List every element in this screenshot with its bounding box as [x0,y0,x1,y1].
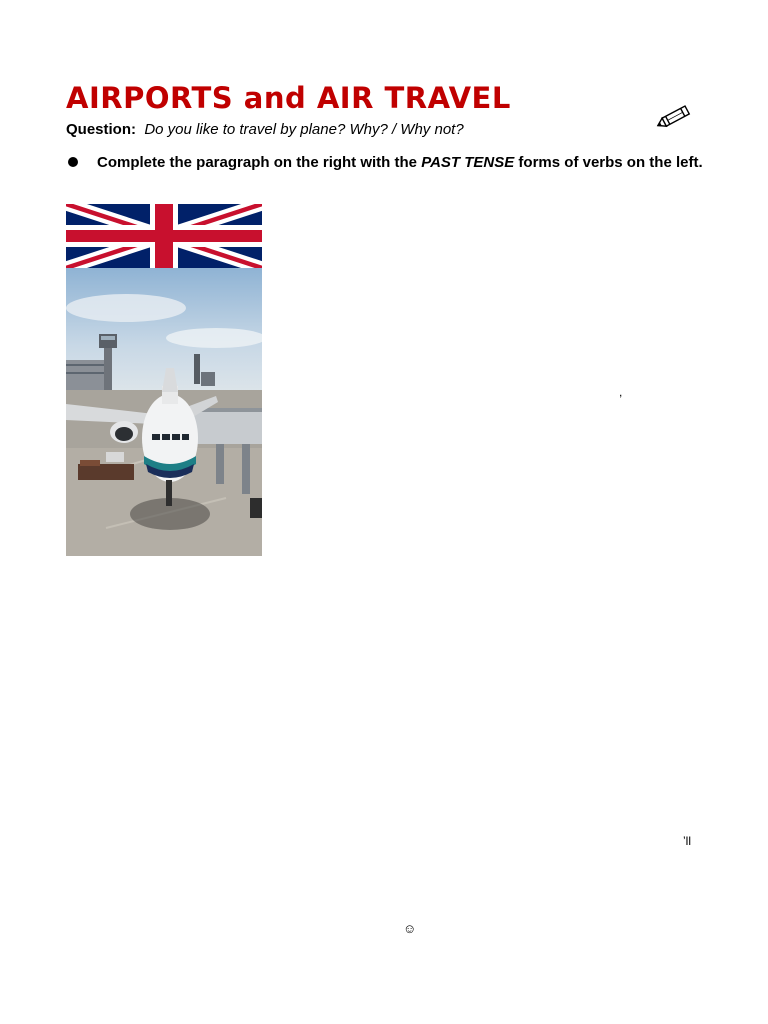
instruction-item [66,152,706,173]
bullet-icon [68,157,78,167]
question-line [66,120,464,140]
stray-apostrophe: ’ll [683,834,691,848]
past-tense-emphasis: PAST TENSE [421,154,515,171]
pencil-icon [654,100,696,134]
page-title: AIRPORTS and AIR TRAVEL [66,81,511,115]
airplane-photo [66,268,262,556]
question-text: Do you like to travel by plane? Why? / Why not? [144,121,464,138]
stray-comma: , [619,385,623,399]
instruction-text: Complete the paragraph on the right with the PAST TENSE forms of verbs on the left. [97,154,703,171]
question-label: Question: [66,121,136,138]
union-jack-flag [66,204,262,268]
smiley-icon: ☺ [403,921,417,936]
